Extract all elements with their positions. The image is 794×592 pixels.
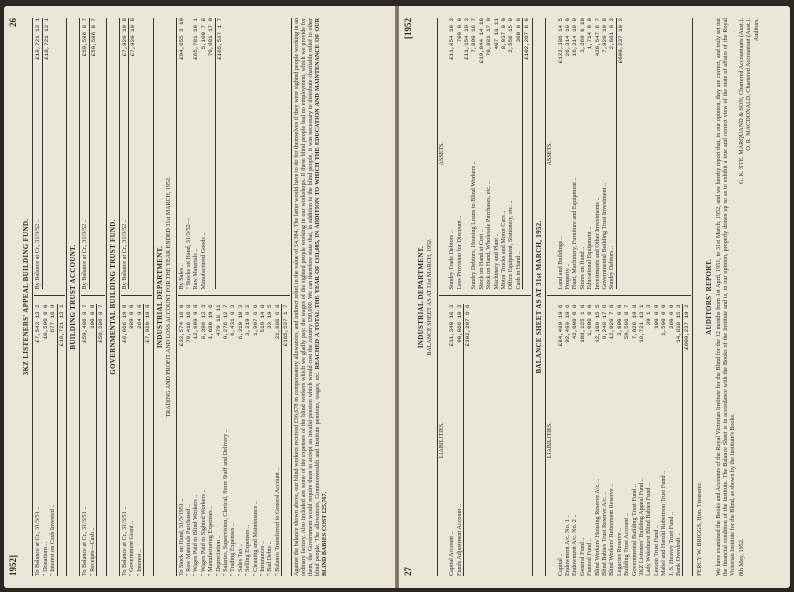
ledger-row <box>252 305 259 577</box>
ibs-liabilities-heading: LIABILITIES. <box>438 422 445 459</box>
ledger-amount: 3,219 8 2 <box>244 304 252 336</box>
ledger-amount: 479 18 11 <box>214 304 222 336</box>
right-page <box>399 6 790 588</box>
ledger-row <box>463 18 470 290</box>
ledger-row <box>493 18 500 290</box>
ledger-row <box>121 18 128 290</box>
ledger-label: Investments and Other Investments .. <box>593 197 601 290</box>
ledger-amount: 12,809 9 8 <box>192 304 200 340</box>
ledger-label: Legacies Reserve .. <box>615 527 623 576</box>
ledger-label: " Manufacturing Expenses .. <box>207 505 215 576</box>
ledger-row <box>456 18 463 290</box>
ledger-row <box>222 305 229 577</box>
ledger-label: Capital .. <box>556 553 564 576</box>
ledger-label: " Interest .. <box>135 548 143 576</box>
ledger-amount: 92,489 19 6 <box>563 304 571 343</box>
ledger-label: " Depreciation .. <box>214 535 222 576</box>
ledger-amount: 7,920 19 8 <box>600 18 608 53</box>
ledger-row <box>178 305 185 577</box>
govt-credit-column <box>121 18 152 297</box>
ledger-label: Funds Adjustment Account .. <box>455 503 463 576</box>
ledger-label: By Sales .. <box>177 263 185 290</box>
ledger-amount: 39 1 3 <box>645 304 653 326</box>
ledger-label: Educational Equipment .. <box>586 226 594 290</box>
ledger-label: Lady Wakehurst Blind Babies Fund .. <box>645 482 653 576</box>
industrial-subtitle: TRADING AND PROFIT AND LOSS ACCOUNT FOR THE YEAR ENDED 31st MARCH, 1952. <box>166 176 173 418</box>
listeners-debit-column <box>34 305 65 577</box>
ledger-amount: 700 0 0 <box>455 18 463 43</box>
ledger-amount: £7,543 13 2 <box>34 304 42 343</box>
general-balance-sheet <box>536 6 693 588</box>
ledger-amount: £122,386 14 5 <box>556 18 564 64</box>
ibs-assets-heading: ASSETS. <box>438 142 445 166</box>
ledger-row <box>638 305 645 577</box>
ledger-total: £18,721 13 1 <box>57 305 65 577</box>
ledger-amount: £65,781 10 1 <box>192 18 200 60</box>
ledger-label: Plant, Machinery, Furniture and Equipment .. <box>571 177 579 290</box>
right-page-number: 27 <box>403 567 413 576</box>
ledger-row <box>81 305 88 577</box>
ledger-row <box>456 305 463 577</box>
industrial-note <box>294 18 330 576</box>
ledger-label: By Balance at Cr., 31/3/52 .. <box>121 219 129 290</box>
ledger-amount: 407 18 11 <box>492 18 500 50</box>
ledger-row <box>448 18 455 290</box>
ledger-row <box>49 305 56 577</box>
industrial-credit-column <box>178 18 290 297</box>
ledger-amount: 3,269 6 10 <box>578 18 586 53</box>
ledger-row <box>207 305 214 577</box>
ledger-row <box>192 18 199 290</box>
ledger-label: Building Trust Account .. <box>623 513 631 576</box>
auditors-title: AUDITORS' REPORT. <box>705 259 714 335</box>
listeners-fund-title: 3KZ LISTENERS' APPEAL BUILDING FUND. <box>22 218 30 376</box>
ledger-amount: 59,586 8 7 <box>623 304 631 340</box>
ledger-amount: 21,886 6 8 <box>273 304 281 340</box>
ledger-label: " Wages Paid to Blind Workers .. <box>192 494 200 576</box>
ibs-liabilities-column <box>439 305 531 577</box>
ledger-row <box>89 305 96 577</box>
ledger-label: To Balance at Cr., 31/3/51 .. <box>81 506 89 576</box>
govt-debit-column <box>121 305 152 577</box>
left-page-number: 26 <box>8 18 18 27</box>
industrial-pl-section <box>157 6 330 588</box>
ledger-row <box>608 305 615 577</box>
ledger-row <box>645 305 652 577</box>
ledger-row <box>608 18 615 290</box>
ledger-label: Leeson Trust Fund .. <box>652 524 660 576</box>
ledger-label: " Trading Expenses .. <box>229 523 237 576</box>
ibs-assets-column <box>439 18 531 297</box>
ledger-row <box>244 305 251 577</box>
ledger-label: Capital Account .. <box>448 531 456 576</box>
ledger-total: £7,920 19 8 <box>143 305 151 577</box>
industrial-note-text: Against the balance shown above, our blind workers received £36,678 in compensatory allowances, and indirect relief in the value of £4,384. The latter would have to do for themselves if they were sighted people working in an ordinary factory. Also included are some of the expenses of the blind workers which we gladly pay: the wages of the sighted people working in our workshops. If these blind people had no employment, which we provide for them, the Government would require them to accept an invalid pension which would cost the country £80,000. We can therefore state that, in addition to the blind people, it was necessary to distribute charitable relief to other blind people. The allowances, Commonwealth and Institute pensions, wages, etc. <box>293 18 322 576</box>
ledger-amount: 78,416 16 8 <box>184 304 192 343</box>
ledger-amount: 70,881 17 9 <box>207 18 215 57</box>
ledger-label: Sundry Debtors .. <box>608 245 616 290</box>
ledger-label: To Balance at Cr., 31/3/51 .. <box>121 506 129 576</box>
ledger-row <box>185 305 192 577</box>
ledger-amount: 989 0 0 <box>128 304 136 329</box>
gbs-assets-heading: ASSETS. <box>547 142 554 166</box>
ledger-row <box>507 18 514 290</box>
ledger-amount: 8,396 12 3 <box>199 304 207 340</box>
ledger-label: Raw Materials .. <box>192 248 200 290</box>
ledger-row <box>500 18 507 290</box>
gbs-liabilities-heading: LIABILITIES. <box>547 422 554 459</box>
ledger-amount: £11,154 10 3 <box>463 18 471 60</box>
ledger-row <box>470 18 477 290</box>
ledger-label: To Balance at Cr., 31/3/51 .. <box>34 506 42 576</box>
ledger-label: Blind Workers' Housing Reserve A/c. .. <box>593 478 601 576</box>
ledger-amount: 9,276 12 7 <box>221 304 229 340</box>
building-debit-column <box>81 305 104 577</box>
ledger-label: Motor Trucks and Motor Cars .. <box>500 210 508 290</box>
ledger-amount: 16,314 10 0 <box>571 18 579 57</box>
ledger-row <box>274 305 281 577</box>
ledger-amount: 10,500 0 0 <box>41 304 49 340</box>
ledger-label: " Government Grant .. <box>128 520 136 576</box>
ledger-row <box>229 305 236 577</box>
right-page-header <box>399 6 415 588</box>
ledger-label: Governmental Building Trust Fund .. <box>630 484 638 576</box>
ledger-label: " Interest on Cash Invested .. <box>49 504 57 576</box>
ledger-row <box>192 305 199 577</box>
ledger-amount: £18,721 13 1 <box>34 18 42 60</box>
ledger-amount: 2,661 9 3 <box>608 18 616 50</box>
ledger-row <box>207 18 214 290</box>
ledger-row <box>623 305 630 577</box>
ledger-row <box>564 305 571 577</box>
auditor-two: O. R. MACDONALD, Chartered Accountant (Aust.). <box>745 18 753 151</box>
ledger-amount: 1,000 0 0 <box>586 304 594 336</box>
industrial-title: INDUSTRIAL DEPARTMENT. <box>155 245 164 349</box>
ledger-total: £102,207 6 6 <box>522 18 530 290</box>
ledger-amount: 7,920 19 8 <box>630 304 638 340</box>
ledger-amount: 2,556 15 0 <box>507 18 515 53</box>
ledger-row <box>478 18 485 290</box>
ledger-amount: 8,037 0 0 <box>500 18 508 50</box>
left-year: 1952] <box>8 555 18 576</box>
ledger-label: By Balance at Cr., 31/3/52 .. <box>81 219 89 290</box>
ledger-amount: 5,100 7 8 <box>199 18 207 50</box>
ledger-label: Endowment A/c. No. 1 .. <box>563 514 571 576</box>
building-trust-section <box>70 6 107 588</box>
ledger-total: £59,586 8 7 <box>96 305 104 577</box>
industrial-debit-column <box>178 305 290 577</box>
ledger-amount: 108,125 1 6 <box>578 304 586 343</box>
ledger-amount: 1,997 6 6 <box>251 304 259 336</box>
ledger-amount: £59,486 8 7 <box>81 304 89 343</box>
ledger-total: £165,537 1 7 <box>215 18 223 290</box>
ledger-amount: 90,866 10 3 <box>455 304 463 343</box>
ledger-row <box>121 305 128 577</box>
ledger-label: " Salaries, Supervision, Clerical, Store Staff and Delivery .. <box>221 429 229 576</box>
ledger-amount: £19,044 14 10 <box>477 18 485 64</box>
ledger-amount: 14,818 15 3 <box>675 304 682 343</box>
building-trust-title: BUILDING TRUST ACCOUNT. <box>69 244 78 350</box>
ledger-label: Stock on Hand at Cost .. <box>477 229 485 290</box>
ledger-label: Stock on Hand, Wholesale Purchases, etc. .. <box>485 180 493 290</box>
ledger-row <box>586 305 593 577</box>
ledger-amount: 260 0 0 <box>667 304 675 329</box>
building-credit-column <box>81 18 104 297</box>
ledger-amount: £94,655 3 10 <box>177 18 185 60</box>
ledger-label: " Balance Transferred to General Account .. <box>273 467 281 576</box>
ledger-label: General Fund .. <box>578 537 586 576</box>
left-page <box>4 6 395 588</box>
ledger-row <box>594 18 601 290</box>
ledger-label: Funeral Fund .. <box>586 538 594 576</box>
ledger-total: £609,237 19 2 <box>616 18 624 290</box>
ledger-amount: £6,666 19 0 <box>121 304 129 343</box>
ledger-total: £102,207 6 6 <box>463 305 471 577</box>
ledger-row <box>485 18 492 290</box>
ledger-label: " Raw Materials Purchased .. <box>184 504 192 576</box>
ledger-row <box>586 18 593 290</box>
ledger-row <box>668 305 675 577</box>
ledger-row <box>653 305 660 577</box>
ledger-row <box>81 18 88 290</box>
ledger-row <box>675 305 682 577</box>
ledger-row <box>200 305 207 577</box>
ledger-label: Sundry Debtors, Housing Loans to Blind Workers .. <box>470 161 478 290</box>
ledger-row <box>660 305 667 577</box>
ledger-amount: 6,431 8 3 <box>229 304 237 336</box>
ledger-label: " Sales Tax .. <box>236 543 244 576</box>
ledger-label: By Balance at Cr., 31/3/52 .. <box>34 219 42 290</box>
ledger-amount: 6,310 10 3 <box>236 304 244 340</box>
gbs-assets-column <box>547 18 691 297</box>
ledger-label: " Stocks on Hand, 31/3/52— <box>184 218 192 290</box>
ibs-title: INDUSTRIAL DEPARTMENT. <box>417 245 425 349</box>
ledger-amount: £11,854 10 3 <box>448 18 456 60</box>
ledger-amount: 9,248 17 6 <box>600 304 608 340</box>
ledger-row <box>579 305 586 577</box>
ledger-label: J. S. Heavey Trust Fund .. <box>667 511 675 576</box>
ledger-amount: 100 0 0 <box>652 304 660 329</box>
ledger-amount: £32,574 16 0 <box>177 304 185 347</box>
ledger-row <box>266 305 273 577</box>
ledger-total: £609,237 19 2 <box>682 305 690 577</box>
ledger-row <box>579 18 586 290</box>
ledger-label: Mabel and Harold Robertson Trust Fund .. <box>660 470 668 576</box>
auditors-text: We have examined the Books and Accounts of the Royal Victorian Institute for the Blind for the 12 months from 1st April, 1951, to 31st March, 1952, and we hereby report that, in our opinion, they are correct, and truly set out the financial condition of the Institute. The Balance Sheet is in accordance with the Books of the Institute and is, in our opinion, properly drawn up so as to exhibit a true and correct view of the state of affairs of the Royal Victorian Institute for the Blind, as shown by the Institute's Books. <box>716 18 737 576</box>
auditors-section <box>696 6 761 588</box>
gbs-title: BALANCE SHEET AS AT 31st MARCH, 1952. <box>534 220 543 374</box>
ledger-amount: 1,500 0 0 <box>660 304 668 336</box>
ledger-amount: 1,680 19 6 <box>207 304 215 340</box>
ledger-row <box>34 305 41 577</box>
ledger-label: Stores on Hand .. <box>578 246 586 290</box>
ledger-label: Governmental Building Trust Investment .. <box>600 182 608 290</box>
ledger-amount: 33 19 5 <box>266 304 274 329</box>
ledger-amount: 3,800 0 0 <box>615 304 623 336</box>
ledger-amount: 18,721 13 1 <box>637 304 645 343</box>
ledger-label: " Selling Expenses .. <box>244 524 252 576</box>
ledger-row <box>601 305 608 577</box>
ledger-total: £18,721 13 1 <box>42 18 50 290</box>
ledger-row <box>571 18 578 290</box>
ledger-row <box>42 305 49 577</box>
industrial-balance-sheet <box>418 6 533 588</box>
ledger-row <box>448 305 455 577</box>
ledger-label: " Receipts—Cash .. <box>88 527 96 576</box>
ledger-row <box>594 305 601 577</box>
ledger-label: Blind Babies Trust Reserve A/c. .. <box>600 491 608 576</box>
ledger-amount: £59,586 8 7 <box>81 18 89 57</box>
ledger-label: Office Equipment, Stationery, etc. .. <box>507 200 515 290</box>
ledger-row <box>557 305 564 577</box>
ledger-amount: 1,714 0 0 <box>586 18 594 50</box>
listeners-credit-column <box>34 18 65 297</box>
ledger-row <box>515 18 522 290</box>
auditor-one: G. K. STE. MARQUAND & SON, Chartered Accountants (Aust.). <box>737 18 745 185</box>
ledger-amount: 519 14 0 <box>258 304 266 333</box>
ledger-row <box>259 305 266 577</box>
auditors-label: Auditors. <box>752 18 760 42</box>
ledger-row <box>200 18 207 290</box>
ledger-label: 3KZ Listeners' Building Appeal Fund .. <box>637 478 645 576</box>
ledger-total: £165,537 1 7 <box>281 305 289 577</box>
ledger-row <box>557 18 564 290</box>
ledger-label: " Bad Debts .. <box>266 541 274 576</box>
ledger-row <box>215 305 222 577</box>
ledger-label: To Stock on Hand, 31/3/1951 .. <box>177 498 185 576</box>
ledger-row <box>34 18 41 290</box>
ledger-row <box>616 305 623 577</box>
ledger-amount: 264 9 8 <box>135 304 143 329</box>
treasurer-signature: PERCY W. BRIGGS, Hon. Treasurer. <box>695 482 703 576</box>
industrial-note-bold: REACHED A TOTAL THE YEAR OF £111,085, IN ADDITION TO WHICH THE EDUCATION AND MAINTENANCE OF OUR BLIND BABIES COST £25,767. <box>315 18 329 576</box>
ledger-row <box>178 18 185 290</box>
ledger-row <box>631 305 638 577</box>
ledger-amount: 12,028 7 6 <box>608 304 616 340</box>
ledger-row <box>185 18 192 290</box>
ibs-subtitle: BALANCE SHEET AS AT 31st MARCH, 1952. <box>427 238 434 356</box>
ledger-label: " Wages Paid to Sighted Workers .. <box>199 489 207 576</box>
ledger-amount: 7,890 16 7 <box>470 18 478 53</box>
ledger-total: £7,920 19 8 <box>128 18 136 290</box>
ledger-label: " Cleaning and Maintenance .. <box>251 500 259 576</box>
ledger-amount: 428,547 6 7 <box>593 18 601 57</box>
ledger-total: £59,586 8 7 <box>89 18 97 290</box>
ledger-label: Less Provision for Discount .. <box>455 215 463 290</box>
gbs-liabilities-column <box>547 305 691 577</box>
ledger-amount: 26,314 10 0 <box>563 18 571 57</box>
ledger-amount: 70,881 17 9 <box>485 18 493 57</box>
ledger-amount: £84,489 19 6 <box>556 304 564 347</box>
ledger-label: Manufactured Goods .. <box>199 232 207 290</box>
left-page-header <box>4 6 20 588</box>
ledger-label: " Donations .. <box>41 541 49 576</box>
ledger-row <box>136 305 143 577</box>
ledger-label: Cash in Hand .. <box>514 251 522 290</box>
govt-trust-section <box>110 6 154 588</box>
ledger-amount: 677 16 9 <box>49 304 57 333</box>
ledger-label: Machinery and Plant .. <box>492 233 500 290</box>
ledger-row <box>564 18 571 290</box>
ledger-row <box>571 305 578 577</box>
govt-trust-title: GOVERNMENTAL BUILDING TRUST FUND. <box>108 219 117 375</box>
ledger-label: Property .. <box>563 263 571 290</box>
ledger-row <box>237 305 244 577</box>
right-year: [1952 <box>403 18 413 39</box>
ledger-amount: 42,000 0 0 <box>571 304 579 340</box>
ledger-amount: £7,920 19 8 <box>121 18 129 57</box>
ledger-row <box>601 18 608 290</box>
ledger-row <box>128 305 135 577</box>
ledger-label: Sundry Trade Debtors .. <box>448 230 456 290</box>
ledger-label: Blind Workers' Retirement Reserve .. <box>608 483 616 576</box>
ledger-label: Land and Buildings .. <box>556 236 564 290</box>
listeners-fund-section <box>23 6 67 588</box>
ledger-amount: 100 0 0 <box>88 304 96 329</box>
ledger-amount: 300 0 0 <box>514 18 522 43</box>
report-date: 8th May, 1952. <box>737 538 745 576</box>
ledger-amount: 12,109 15 5 <box>593 304 601 343</box>
ledger-amount: £11,340 16 3 <box>448 304 456 347</box>
ledger-label: Endowment A/c. No. 2 .. <box>571 514 579 576</box>
ledger-label: " Insurances .. <box>258 540 266 576</box>
ledger-label: Bank Overdraft .. <box>675 532 682 576</box>
